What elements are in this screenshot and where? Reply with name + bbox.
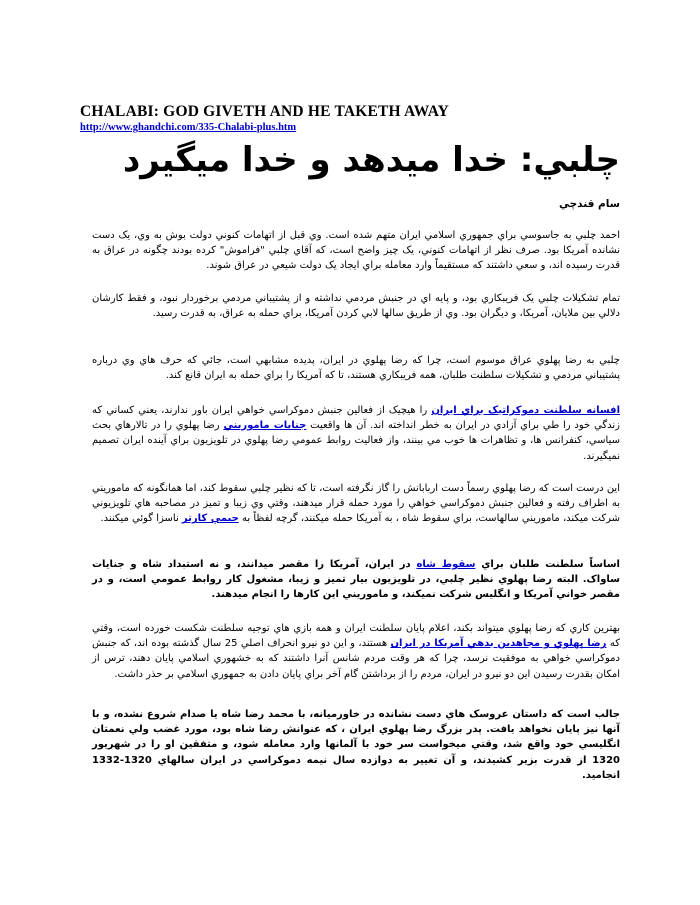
paragraph-text: چلبي به رضا پهلوي عراق موسوم است، چرا که رضا پهلوي در ايران، پديده مشابهي است، جائي که حرف هاي وي درباره پشتيباني مردمي و تشکيلات سلطنت طلبان، همه فريبکاري هستند، تا که آمريکا را براي حمله به ايران قانع کند. <box>92 355 620 382</box>
paragraph-text: در ايران، آمريکا را مقصر ميدانند، و نه استبداد شاه و جنايات ساواک. البته رضا پهلوي نظير چلبي، در تلويزيون بيار تميز و زيبا، مشغول کار روابط عمومي است، و در مقصر خواني آمريکا و انگليس شرکت نميکند، و ماموريني اين کارها را انجام ميدهند. <box>92 559 620 601</box>
source-url-link[interactable]: http://www.ghandchi.com/335-Chalabi-plus.htm <box>80 122 297 133</box>
paragraph-text: ناسزا گوئي ميکنند. <box>100 513 182 525</box>
paragraph <box>92 481 620 527</box>
article-link[interactable]: سقوط شاه <box>416 559 476 570</box>
article-link[interactable]: افسانه سلطنت دموکراتيک براي ايران <box>431 405 620 416</box>
paragraph <box>92 707 620 783</box>
paragraph <box>92 353 620 383</box>
english-title: CHALABI: GOD GIVETH AND HE TAKETH AWAY <box>80 103 450 120</box>
article-link[interactable]: رضا پهلوي و مجاهدين بدهي آمريکا در ايران <box>390 638 607 650</box>
paragraph <box>92 291 620 321</box>
paragraph-text: را هيچيک از فعالين جنبش دموکراسي خواهي ايران باور ندارند، يعني کساني که زندگي خود را طي براي آزادي در ايران به خطر انداخته اند. آن ها واقعيت <box>92 405 621 432</box>
paragraph <box>92 403 620 464</box>
paragraph-text: جالب است که داستان عروسک هاي دست نشانده در خاورميانه، با محمد رضا شاه يا صدام شروع نشده، و با آنها نيز پايان نخواهد يافت. پدر بزرگ رضا پهلوي ايران ، که عنوانش رضا شاه بود، مورد غضب ولي نعمتان انگليسي خود واقع شد، وقتي ميخواست سر خود با آلمانها وارد معامله شود، و متفقين او را در شهريور 1320 از قدرت بزير کشيدند، و آن تغيير به دوازده سال نيمه دموکراسي در ايران سالهاي 1320-1332 انجاميد. <box>92 709 620 781</box>
paragraph-text: بهترين کاري که رضا پهلوي ميتواند بکند، اعلام پايان سلطنت ايران و همه بازي هاي توجيه سلطنت شکست خورده است، وقتي که <box>92 623 620 650</box>
article-link[interactable]: جنايات ماموريني <box>223 420 307 432</box>
paragraph-text: رضا پهلوي را در تالارهاي بحث سياسي، کنفرانس ها، و تظاهرات ها خوب مي بينند، واز فعاليت روابط عمومي رضا پهلوي در تلويزيون براي آينده ايران تصميم نميگيرند. <box>92 420 620 462</box>
paragraph-text: احمد چلبي به جاسوسي براي جمهوري اسلامي ايران متهم شده است. وي قبل از اتهامات كنوني دولت بوش به وي، يک دست نشانده آمريكا بود. صرف نظر از اتهامات كنوني، يک چيز واضح است، که آقاي چلبي "فراموش" کرده بودند چگونه در عراق به قدرت رسيده اند، و سعي داشتند که مستقيماً وارد معامله براي ايجاد يک دولت شيعي در عراق شوند. <box>92 230 620 272</box>
article-link[interactable]: جيمي کارتر <box>181 513 239 525</box>
author-name: سام قندچي <box>558 198 620 210</box>
paragraph-text: هستند، و اين دو نيرو انحراف اصلي 25 سال گذشته بوده اند، که جنبش دموکراسي خواهي به موفقيت نرسد، چرا که هر وقت مردم شانس آنرا داشتند که به خشهوري اسلامي پايان دهند، ترس از امکان بقدرت رسيدن اين دو نيرو در ايران، مردم را از برداشتن گام آخر براي پايان دادن به جمهوري اسلامي بر حذر داشت. <box>92 638 620 680</box>
paragraph-text: اساساً سلطنت طلبان براي <box>475 559 620 570</box>
paragraph <box>92 228 620 274</box>
paragraph <box>92 557 620 603</box>
persian-title: چلبي: خدا ميدهد و خدا ميگيرد <box>122 140 620 180</box>
paragraph-text: اين درست است که رضا پهلوي رسماً دست اربابانش را گاز نگرفته است، تا که نظير چلبي سقوط کند، اما همانگونه که ماموريني به اطراف رفته و فعالين جنبش دموکراسي خواهي را مورد حمله قرار ميدهند، وقتي وي زيبا و تميز در مصاحبه هاي تلويزيوني شرکت ميکند، ماموريني سالهاست، براي سقوط شاه ، به آمريکا حمله ميکنند، گرچه لفظاً به <box>91 483 620 525</box>
paragraph-text: تمام تشکيلات چلبي يک فريبکاري بود، و پايه اي در جنبش مردمي نداشته و از پشتيباني مردمي برخوردار نبود، و فقط کارشان دلالي بين ملايان، آمريکا، و ديگران بود. وي از طريق سالها لابي کردن آمريکا، براي حمله به عراق، به قدرت رسيد. <box>92 293 620 320</box>
paragraph <box>92 621 620 682</box>
